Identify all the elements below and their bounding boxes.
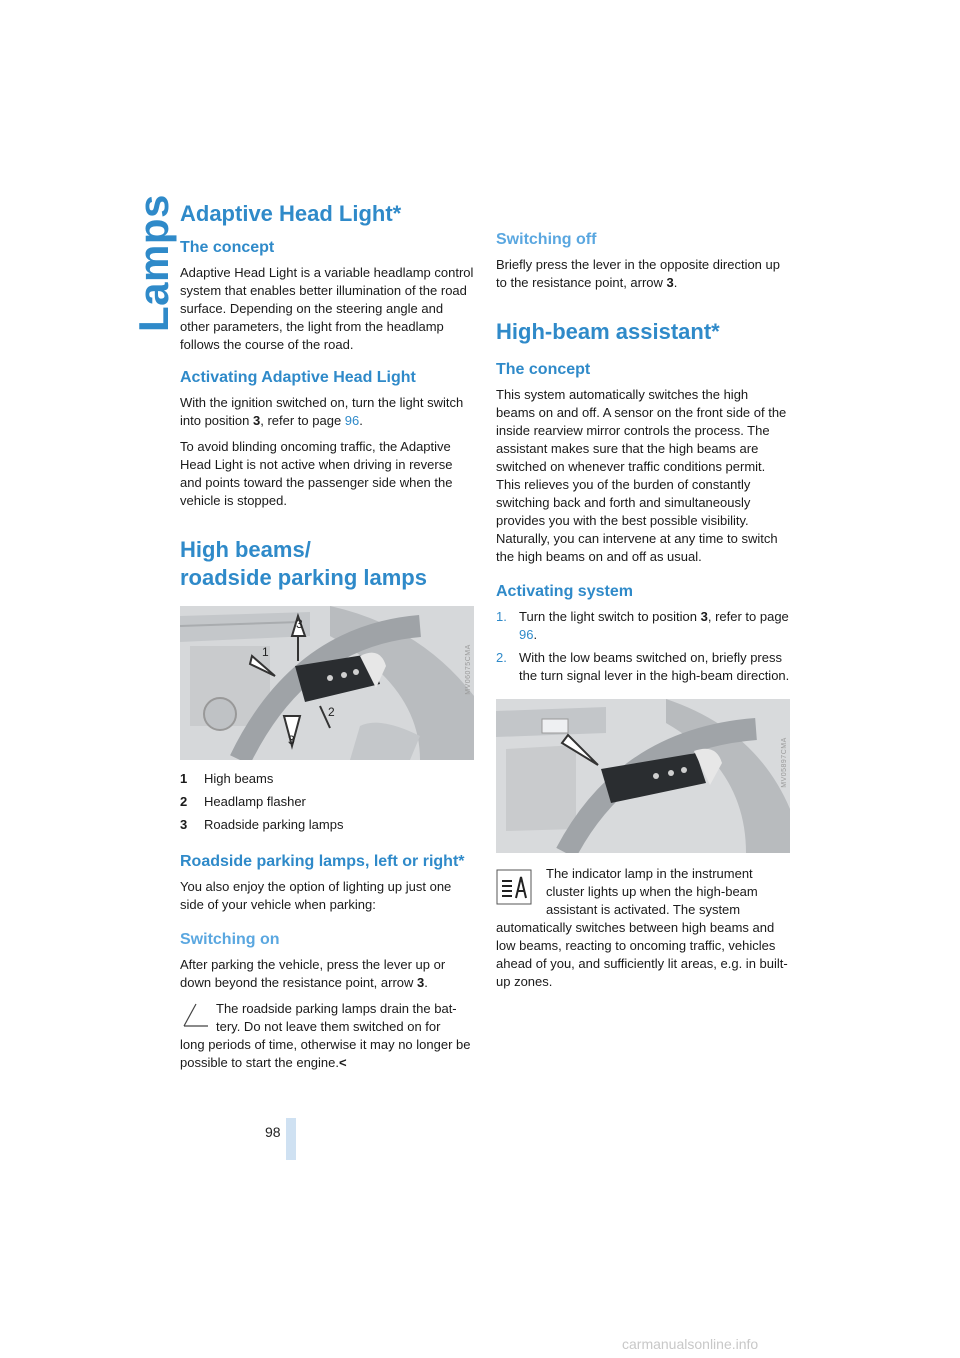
switching-on-heading: Switching on <box>180 931 280 948</box>
blinding-text: To avoid blinding oncoming traffic, the Adaptive Head Light is not active when driving in reverse and points toward the passenger side when the vehicle is stopped. <box>180 439 453 508</box>
page-link-96[interactable]: 96 <box>519 627 534 642</box>
adaptive-head-light-heading: Adaptive Head Light* <box>180 201 402 226</box>
legend-item: 2 Headlamp flasher <box>180 794 306 809</box>
switching-off-heading: Switching off <box>496 231 597 248</box>
page-bar <box>286 1118 296 1160</box>
legend-item: 3 Roadside parking lamps <box>180 817 344 832</box>
assistant-concept-heading: The concept <box>496 361 591 378</box>
page-number: 98 <box>265 1124 281 1140</box>
chapter-title-text: Lamps <box>130 194 177 332</box>
activating-adaptive-text: With the ignition switched on, turn the light switch into position 3, refer to page 96. <box>180 395 464 428</box>
high-beam-assistant-icon <box>496 869 532 905</box>
legend-item: 1 High beams <box>180 771 274 786</box>
step-item: 1. Turn the light switch to position 3, refer to page 96. <box>496 609 789 642</box>
caution-icon <box>183 1002 209 1028</box>
photo-code: MV06075CMA <box>465 644 473 695</box>
chapter-title <box>118 194 177 342</box>
activation-steps <box>496 608 790 685</box>
roadside-parking-text: You also enjoy the option of lighting up just one side of your vehicle when parking: <box>180 879 452 912</box>
activating-adaptive-heading: Activating Adaptive Head Light <box>180 369 416 386</box>
svg-text:3: 3 <box>296 617 303 631</box>
high-beam-assistant-heading: High-beam assistant* <box>496 319 720 344</box>
indicator-note: The indicator lamp in the instrument cluster lights up when the high-beam assistant is activated. The system automatically switches between high beams and low beams, reacting to oncoming traffic, vehicles ahead of you, and sufficiently lit areas, e.g. in built-up zones. <box>496 866 788 989</box>
legend <box>180 770 474 834</box>
switching-off-text: Briefly press the lever in the opposite direction up to the resistance point, arrow 3. <box>496 257 780 290</box>
switching-on-text: After parking the vehicle, press the lever up or down beyond the resistance point, arrow 3. <box>180 957 446 990</box>
svg-text:1: 1 <box>262 645 269 659</box>
page-link-96[interactable]: 96 <box>344 413 360 428</box>
battery-note: The roadside parking lamps drain the bat- tery. Do not leave them switched on for long periods of time, otherwise it may no longer be possible to start the engine.< <box>180 1001 471 1070</box>
photo-code: MV05897CMA <box>781 737 789 788</box>
adaptive-concept-text: Adaptive Head Light is a variable headlamp control system that enables better illumination of the road surface. Depending on the steering angle and other parameters, the light from the headlamp follows the course of the road. <box>180 265 474 352</box>
watermark: carmanualsonline.info <box>622 1336 759 1352</box>
svg-text:3: 3 <box>288 733 295 747</box>
activating-system-heading: Activating system <box>496 583 633 600</box>
high-beam-lever-photo <box>496 699 790 853</box>
svg-text:2: 2 <box>328 705 335 719</box>
turn-signal-lever-photo <box>180 606 474 760</box>
assistant-concept-text: This system automatically switches the high beams on and off. A sensor on the front side of the inside rearview mirror controls the process. The assistant makes sure that the high beams are switched on whenever traffic conditions permit. This relieves you of the burden of constantly switching back and forth and simultaneously provides you with the best possible visibility. Naturally, you can intervene at any time to switch the high beams on and off as usual. <box>496 387 787 564</box>
end-marker: < <box>339 1055 347 1070</box>
left-column <box>180 200 474 1072</box>
roadside-parking-heading: Roadside parking lamps, left or right* <box>180 853 465 870</box>
high-beams-heading: High beams/ roadside parking lamps <box>180 537 427 590</box>
adaptive-concept-heading: The concept <box>180 239 275 256</box>
right-column <box>496 230 790 991</box>
step-item: 2. With the low beams switched on, briefly press the turn signal lever in the high-beam direction. <box>496 650 790 683</box>
